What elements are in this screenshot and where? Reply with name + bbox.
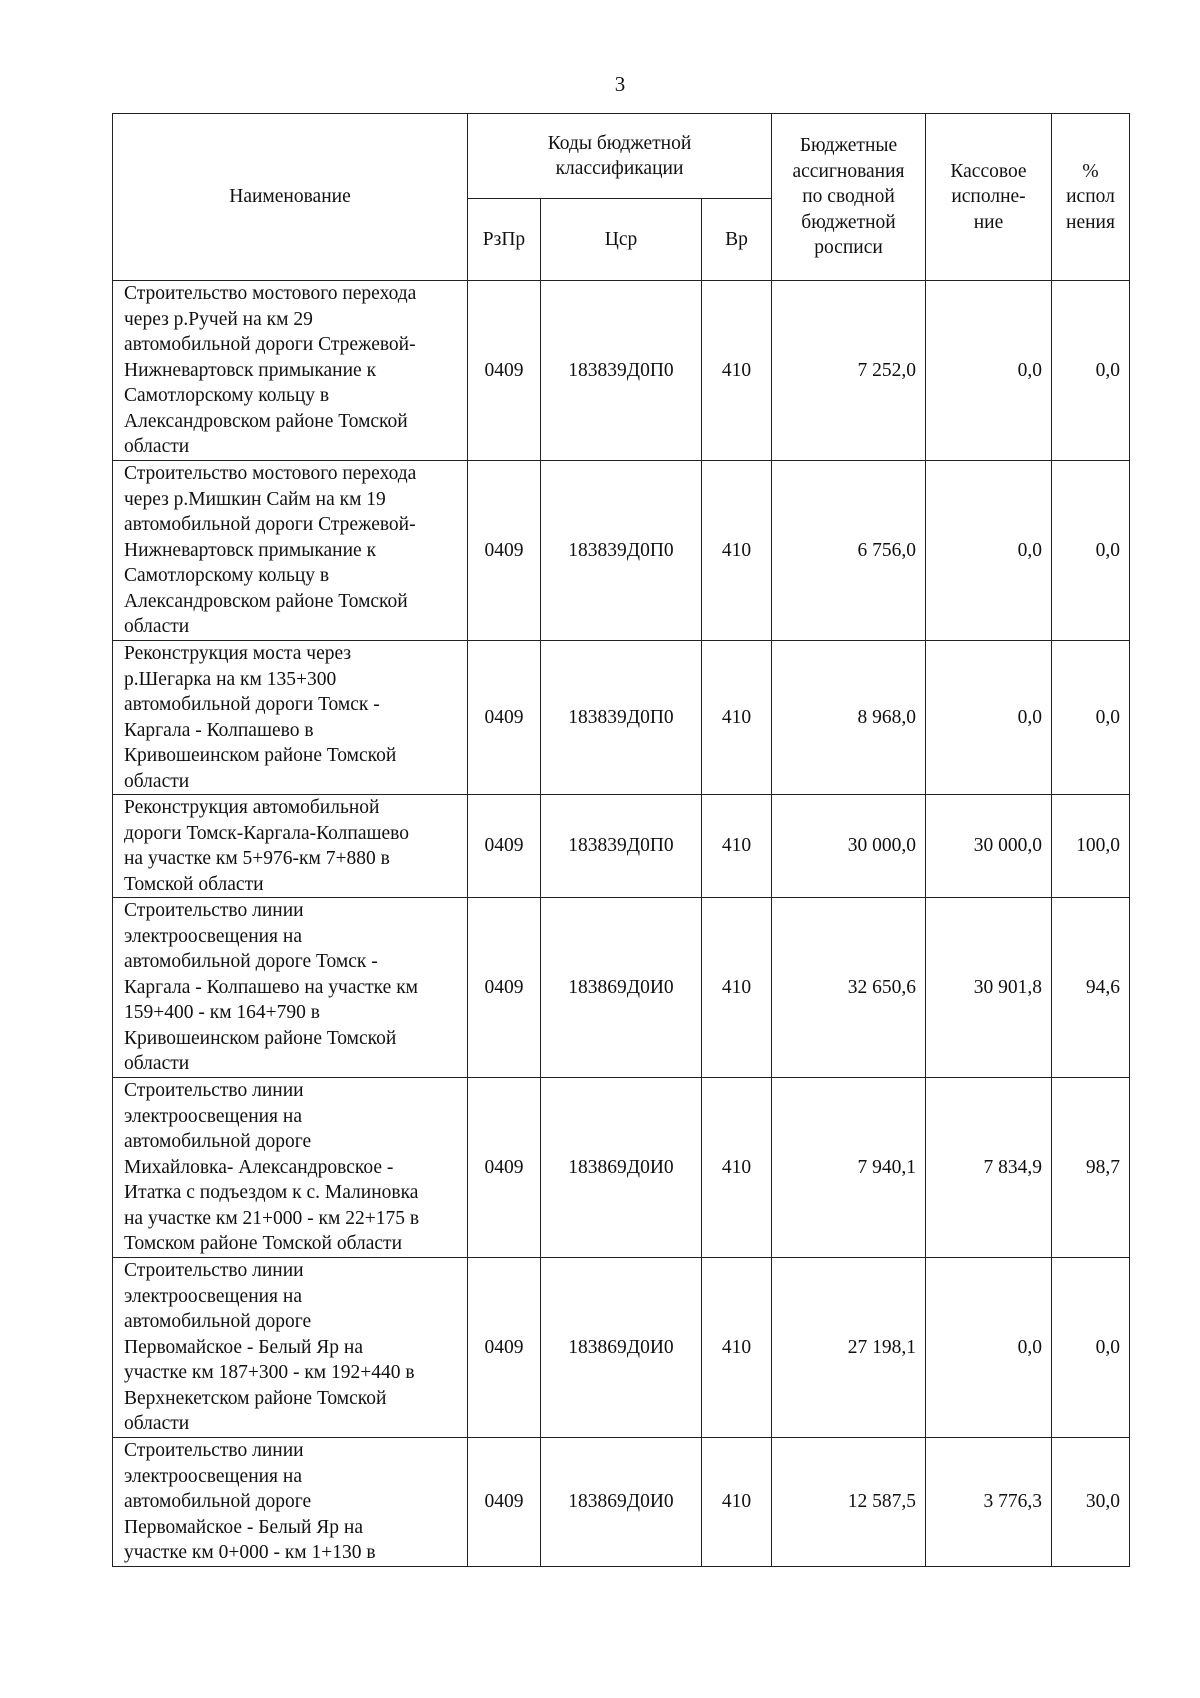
header-appropriations-line: бюджетной — [801, 211, 896, 233]
table-row — [113, 795, 1130, 898]
header-percent-line: испол — [1066, 186, 1115, 208]
cell-name-line: Строительство линии — [124, 900, 304, 922]
cell-appropriations: 7 252,0 — [772, 281, 926, 461]
cell-percent-execution: 0,0 — [1052, 1258, 1130, 1438]
cell-name-line: Александровском районе Томской — [124, 410, 408, 432]
header-appropriations-line: ассигнования — [792, 160, 905, 182]
cell-name-line: электроосвещения на — [124, 1465, 302, 1487]
cell-appropriations: 12 587,5 — [772, 1438, 926, 1567]
cell-name — [113, 795, 468, 898]
cell-rzpr: 0409 — [468, 795, 541, 898]
cell-name-line: Михайловка- Александровское - — [124, 1156, 394, 1178]
cell-cash-execution: 0,0 — [926, 281, 1052, 461]
cell-name-line: Нижневартовск примыкание к — [124, 359, 377, 381]
cell-name-line: Кривошеинском районе Томской — [124, 745, 397, 766]
cell-name-line: электроосвещения на — [124, 1105, 302, 1127]
cell-name-line: через р.Мишкин Сайм на км 19 — [124, 488, 386, 510]
cell-name-line: автомобильной дороге — [124, 1491, 312, 1512]
cell-name-line: р.Шегарка на км 135+300 — [124, 668, 337, 690]
cell-name-line: Строительство мостового перехода — [124, 283, 417, 305]
cell-percent-execution: 0,0 — [1052, 461, 1130, 641]
cell-name-line: Томском районе Томской области — [124, 1233, 402, 1255]
cell-cash-execution: 0,0 — [926, 461, 1052, 641]
cell-name-line: области — [124, 616, 190, 638]
cell-csr: 183869Д0И0 — [541, 1078, 702, 1258]
cell-appropriations: 27 198,1 — [772, 1258, 926, 1438]
cell-cash-execution: 0,0 — [926, 1258, 1052, 1438]
header-csr: Цср — [541, 199, 702, 281]
cell-rzpr: 0409 — [468, 1078, 541, 1258]
cell-percent-execution: 30,0 — [1052, 1438, 1130, 1567]
cell-name — [113, 1258, 468, 1438]
cell-name-line: автомобильной дороги Стрежевой- — [124, 334, 416, 356]
header-vr: Вр — [702, 199, 772, 281]
header-name-text: Наименование — [229, 186, 351, 208]
header-percent-line: % — [1082, 160, 1099, 182]
cell-name-line: дороги Томск-Каргала-Колпашево — [124, 822, 409, 844]
header-rzpr: РзПр — [468, 199, 541, 281]
cell-csr: 183869Д0И0 — [541, 1258, 702, 1438]
cell-vr: 410 — [702, 1258, 772, 1438]
cell-name-line: области — [124, 436, 190, 458]
table-row — [113, 281, 1130, 461]
cell-name-line: Кривошеинском районе Томской — [124, 1027, 397, 1049]
header-cash-line: исполне- — [951, 186, 1026, 208]
cell-vr: 410 — [702, 281, 772, 461]
header-codes-group — [468, 114, 772, 199]
cell-name-line: Первомайское - Белый Яр на — [124, 1336, 363, 1358]
cell-name-line: автомобильной дороге — [124, 1131, 312, 1153]
cell-cash-execution: 0,0 — [926, 641, 1052, 795]
cell-cash-execution: 30 000,0 — [926, 795, 1052, 898]
cell-name — [113, 281, 468, 461]
cell-rzpr: 0409 — [468, 641, 541, 795]
cell-name-line: Самотлорскому кольцу в — [124, 565, 330, 587]
header-appropriations — [772, 114, 926, 281]
table-body — [113, 281, 1130, 1567]
cell-name-line: автомобильной дороги Томск - — [124, 694, 380, 715]
header-cash-execution — [926, 114, 1052, 281]
table-row — [113, 1438, 1130, 1567]
table-row — [113, 641, 1130, 795]
header-appropriations-line: Бюджетные — [799, 135, 898, 157]
cell-percent-execution: 94,6 — [1052, 898, 1130, 1078]
cell-cash-execution: 7 834,9 — [926, 1078, 1052, 1258]
header-appropriations-line: по сводной — [802, 186, 895, 208]
cell-rzpr: 0409 — [468, 1258, 541, 1438]
cell-name — [113, 461, 468, 641]
cell-appropriations: 32 650,6 — [772, 898, 926, 1078]
table-row — [113, 1258, 1130, 1438]
cell-csr: 183869Д0И0 — [541, 898, 702, 1078]
cell-rzpr: 0409 — [468, 1438, 541, 1567]
cell-vr: 410 — [702, 461, 772, 641]
cell-name — [113, 1078, 468, 1258]
cell-csr: 183839Д0П0 — [541, 281, 702, 461]
header-row-top — [113, 114, 1130, 199]
cell-appropriations: 6 756,0 — [772, 461, 926, 641]
page-number: 3 — [614, 72, 626, 96]
budget-execution-table — [112, 113, 1130, 1567]
cell-name-line: Первомайское - Белый Яр на — [124, 1516, 363, 1538]
cell-name-line: 159+400 - км 164+790 в — [124, 1002, 321, 1024]
cell-name-line: автомобильной дороги Стрежевой- — [124, 514, 416, 536]
cell-rzpr: 0409 — [468, 898, 541, 1078]
cell-csr: 183839Д0П0 — [541, 641, 702, 795]
cell-percent-execution: 0,0 — [1052, 281, 1130, 461]
cell-csr: 183839Д0П0 — [541, 795, 702, 898]
cell-name — [113, 641, 468, 795]
cell-name-line: через р.Ручей на км 29 — [124, 308, 313, 330]
cell-vr: 410 — [702, 641, 772, 795]
cell-name-line: Строительство линии — [124, 1260, 304, 1282]
cell-rzpr: 0409 — [468, 461, 541, 641]
header-name — [113, 114, 468, 281]
cell-percent-execution: 100,0 — [1052, 795, 1130, 898]
cell-name-line: области — [124, 1413, 190, 1435]
cell-name-line: участке км 0+000 - км 1+130 в — [124, 1542, 376, 1563]
cell-appropriations: 8 968,0 — [772, 641, 926, 795]
table-row — [113, 898, 1130, 1078]
cell-csr: 183869Д0И0 — [541, 1438, 702, 1567]
cell-cash-execution: 30 901,8 — [926, 898, 1052, 1078]
cell-name — [113, 898, 468, 1078]
header-appropriations-line: росписи — [814, 237, 883, 259]
table-row — [113, 461, 1130, 641]
cell-percent-execution: 0,0 — [1052, 641, 1130, 795]
cell-name-line: Самотлорскому кольцу в — [124, 385, 330, 407]
header-cash-line: ние — [973, 211, 1004, 233]
cell-rzpr: 0409 — [468, 281, 541, 461]
cell-name-line: Томской области — [124, 873, 264, 895]
cell-csr: 183839Д0П0 — [541, 461, 702, 641]
cell-name-line: на участке км 5+976-км 7+880 в — [124, 848, 390, 869]
cell-name-line: Каргала - Колпашево в — [124, 719, 314, 741]
cell-vr: 410 — [702, 1438, 772, 1567]
header-cash-line: Кассовое — [950, 160, 1027, 182]
cell-name-line: Реконструкция автомобильной — [124, 797, 380, 818]
cell-percent-execution: 98,7 — [1052, 1078, 1130, 1258]
cell-name-line: области — [124, 770, 190, 792]
cell-name-line: электроосвещения на — [124, 925, 302, 947]
header-codes-line: Коды бюджетной — [547, 132, 692, 154]
cell-name-line: Реконструкция моста через — [124, 643, 352, 664]
cell-appropriations: 30 000,0 — [772, 795, 926, 898]
header-percent-execution — [1052, 114, 1130, 281]
cell-vr: 410 — [702, 1078, 772, 1258]
cell-name-line: Александровском районе Томской — [124, 590, 408, 612]
cell-name-line: Нижневартовск примыкание к — [124, 539, 377, 561]
header-codes-line: классификации — [555, 158, 684, 179]
cell-appropriations: 7 940,1 — [772, 1078, 926, 1258]
cell-name-line: Строительство линии — [124, 1440, 304, 1461]
cell-name — [113, 1438, 468, 1567]
cell-name-line: Строительство мостового перехода — [124, 463, 417, 485]
cell-name-line: на участке км 21+000 - км 22+175 в — [124, 1207, 420, 1229]
cell-cash-execution: 3 776,3 — [926, 1438, 1052, 1567]
cell-name-line: Верхнекетском районе Томской — [124, 1387, 387, 1409]
cell-vr: 410 — [702, 898, 772, 1078]
cell-name-line: электроосвещения на — [124, 1285, 302, 1307]
cell-name-line: Итатка с подъездом к с. Малиновка — [124, 1182, 419, 1204]
cell-vr: 410 — [702, 795, 772, 898]
table-row — [113, 1078, 1130, 1258]
header-percent-line: нения — [1066, 211, 1115, 233]
cell-name-line: Каргала - Колпашево на участке км — [124, 976, 419, 998]
cell-name-line: Строительство линии — [124, 1080, 304, 1102]
cell-name-line: области — [124, 1053, 190, 1075]
cell-name-line: участке км 187+300 - км 192+440 в — [124, 1362, 415, 1384]
cell-name-line: автомобильной дороге Томск - — [124, 951, 378, 973]
cell-name-line: автомобильной дороге — [124, 1311, 312, 1333]
